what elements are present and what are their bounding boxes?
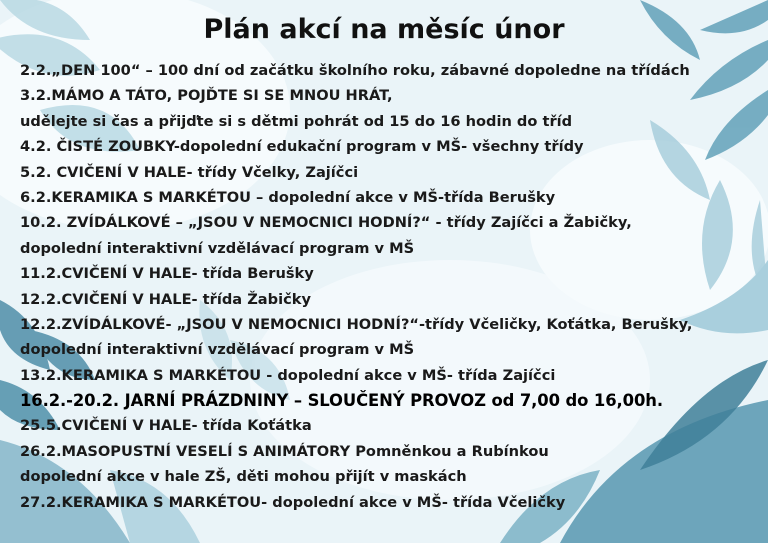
event-line: udělejte si čas a přijďte si s dětmi pohrát od 15 do 16 hodin do tříd	[20, 112, 573, 130]
event-line: 10.2. ZVÍDÁLKOVÉ – „JSOU V NEMOCNICI HODNÍ?“ - třídy Zajíčci a Žabičky,	[20, 214, 632, 232]
event-line: 6.2.KERAMIKA S MARKÉTOU – dopolední akce v MŠ-třída Berušky	[20, 188, 556, 206]
page-title: Plán akcí na měsíc únor	[203, 14, 565, 45]
event-line: 2.2.„DEN 100“ – 100 dní od začátku školního roku, zábavné dopoledne na třídách	[20, 62, 690, 79]
event-list	[20, 58, 762, 515]
event-line: dopolední interaktivní vzdělávací program v MŠ	[20, 239, 415, 257]
holiday-notice: 16.2.-20.2. JARNÍ PRÁZDNINY – SLOUČENÝ PROVOZ od 7,00 do 16,00h.	[20, 391, 663, 411]
event-line: 25.5.CVIČENÍ V HALE- třída Koťátka	[20, 417, 312, 435]
event-line: dopolední interaktivní vzdělávací program v MŠ	[20, 341, 415, 359]
event-line: 4.2. ČISTÉ ZOUBKY-dopolední edukační program v MŠ- všechny třídy	[20, 138, 584, 156]
event-line: 13.2.KERAMIKA S MARKÉTOU - dopolední akce v MŠ- třída Zajíčci	[20, 366, 556, 384]
event-line: 12.2.ZVÍDÁLKOVÉ- „JSOU V NEMOCNICI HODNÍ?“-třídy Včeličky, Koťátka, Berušky,	[20, 315, 693, 333]
event-line: 3.2.MÁMO A TÁTO, POJĎTE SI SE MNOU HRÁT,	[20, 87, 393, 105]
event-line: 11.2.CVIČENÍ V HALE- třída Berušky	[20, 265, 314, 283]
event-line: 27.2.KERAMIKA S MARKÉTOU- dopolední akce v MŠ- třída Včeličky	[20, 493, 566, 511]
event-line: dopolední akce v hale ZŠ, děti mohou přijít v maskách	[20, 468, 467, 486]
event-line: 5.2. CVIČENÍ V HALE- třídy Včelky, Zajíčci	[20, 163, 359, 181]
event-line: 12.2.CVIČENÍ V HALE- třída Žabičky	[20, 290, 311, 308]
event-line: 26.2.MASOPUSTNÍ VESELÍ S ANIMÁTORY Pomněnkou a Rubínkou	[20, 442, 549, 460]
